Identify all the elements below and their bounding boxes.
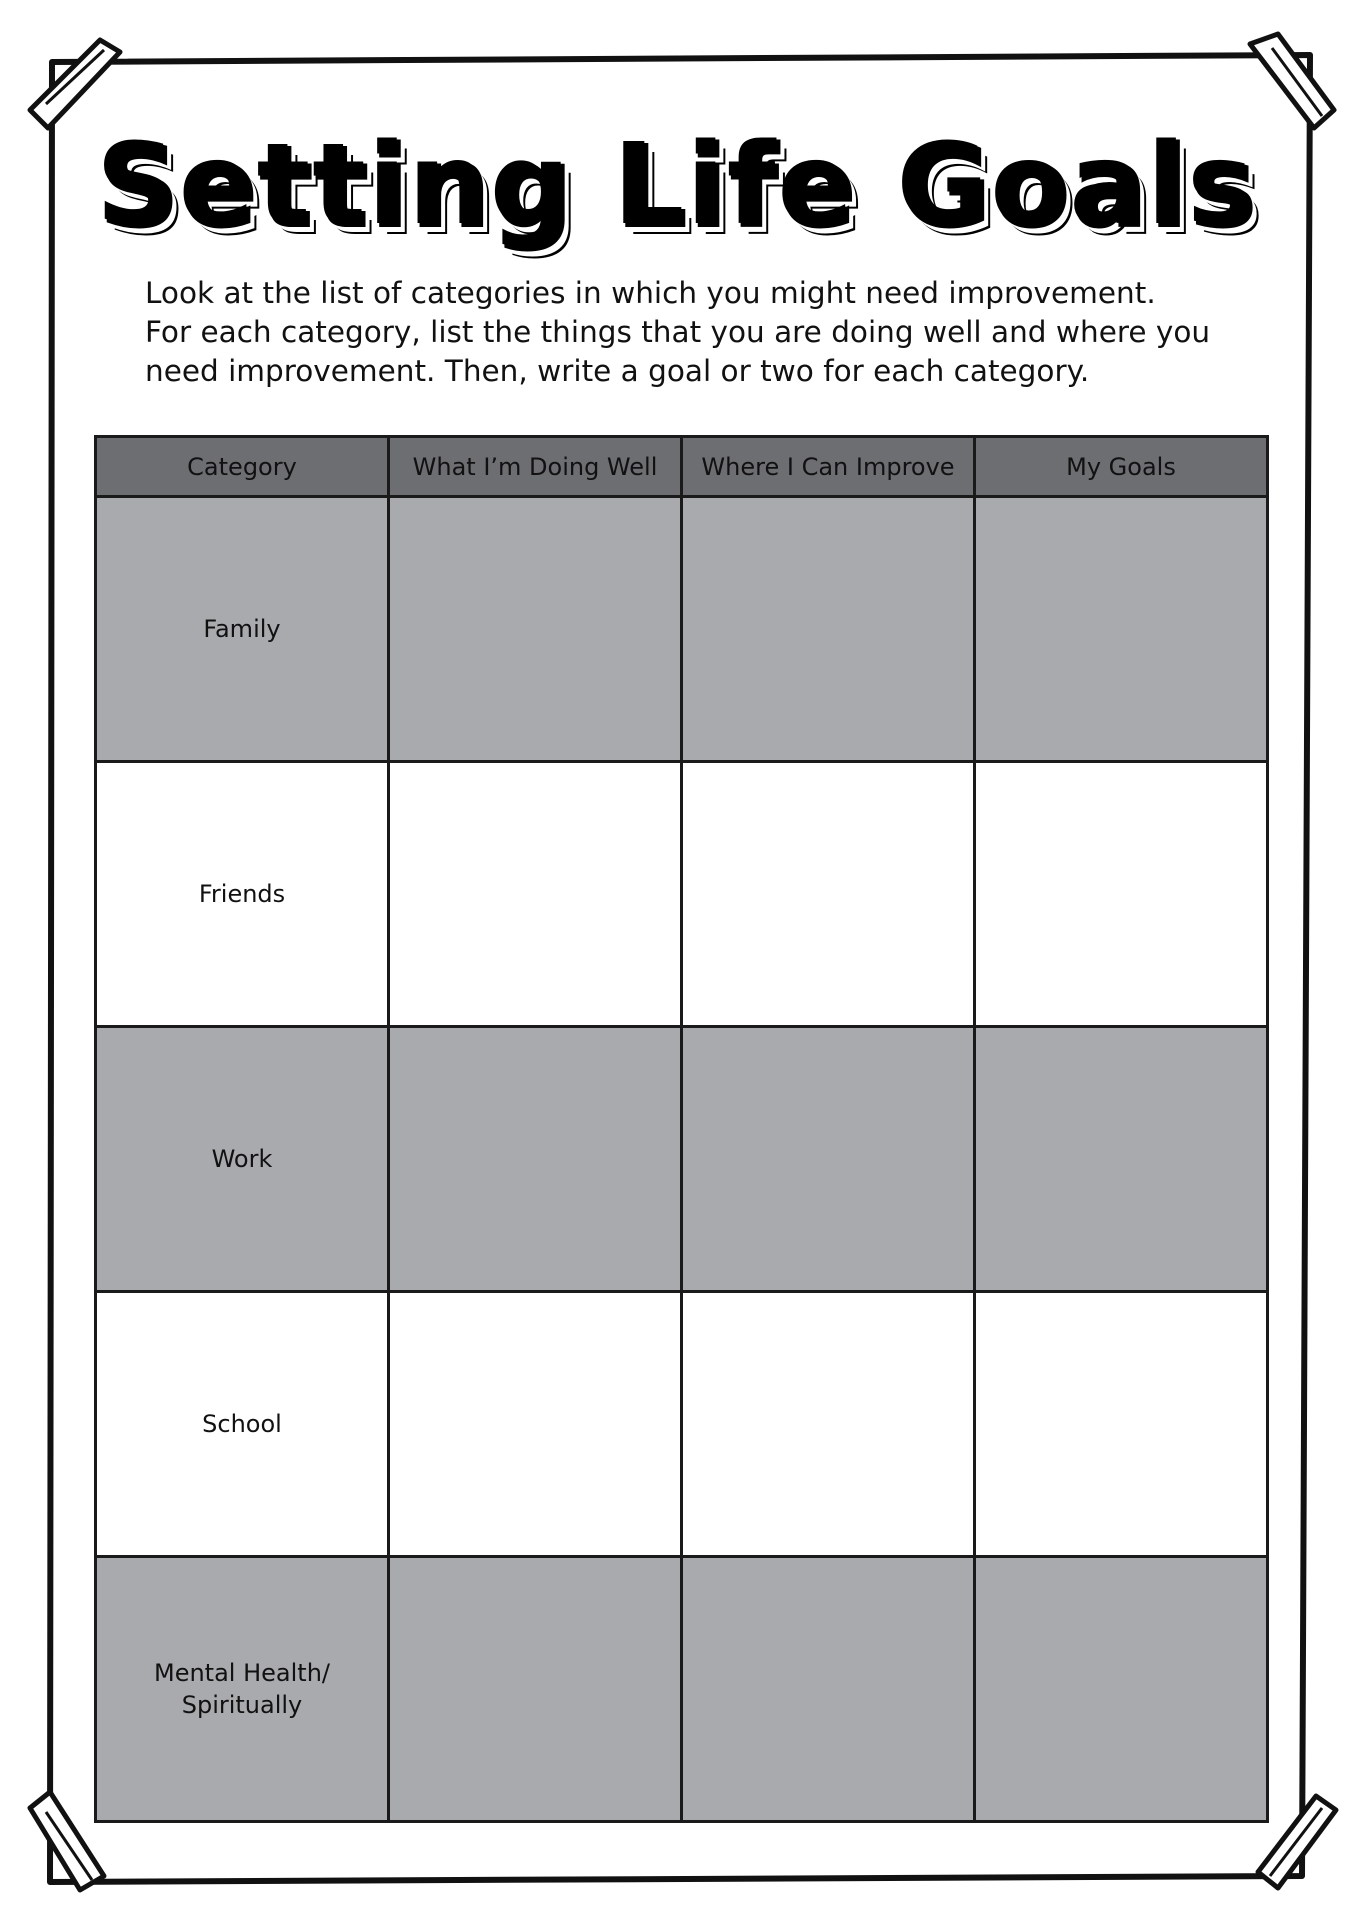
category-label: School xyxy=(202,1410,282,1438)
table-header-row xyxy=(96,437,1268,497)
corner-clip-top-right-icon xyxy=(1250,34,1334,128)
table-row-family xyxy=(96,497,1268,762)
header-doing-well: What I’m Doing Well xyxy=(389,437,682,497)
category-cell xyxy=(96,762,389,1027)
category-cell xyxy=(96,1292,389,1557)
can-improve-cell[interactable] xyxy=(682,1557,975,1822)
table-row-school xyxy=(96,1292,1268,1557)
category-label: Work xyxy=(211,1145,273,1173)
instructions-line-1: Look at the list of categories in which you might need improvement. xyxy=(145,276,1156,310)
category-cell xyxy=(96,1027,389,1292)
instructions-line-3: need improvement. Then, write a goal or two for each category. xyxy=(145,354,1090,388)
table-row-work xyxy=(96,1027,1268,1292)
my-goals-cell[interactable] xyxy=(975,497,1268,762)
category-cell xyxy=(96,1557,389,1822)
header-can-improve: Where I Can Improve xyxy=(682,437,975,497)
page-title: Setting Life Goals xyxy=(99,123,1259,253)
my-goals-cell[interactable] xyxy=(975,762,1268,1027)
category-cell xyxy=(96,497,389,762)
table-row-friends xyxy=(96,762,1268,1027)
can-improve-cell[interactable] xyxy=(682,1027,975,1292)
category-label: Family xyxy=(203,615,281,643)
doing-well-cell[interactable] xyxy=(389,1557,682,1822)
table-row-mental-health xyxy=(96,1557,1268,1822)
header-my-goals: My Goals xyxy=(975,437,1268,497)
can-improve-cell[interactable] xyxy=(682,762,975,1027)
corner-clip-bottom-left-icon xyxy=(30,1792,104,1890)
doing-well-cell[interactable] xyxy=(389,1292,682,1557)
instructions-line-2: For each category, list the things that you are doing well and where you xyxy=(145,315,1211,349)
instructions-paragraph xyxy=(145,274,1245,391)
my-goals-cell[interactable] xyxy=(975,1292,1268,1557)
header-category: Category xyxy=(96,437,389,497)
category-label: Friends xyxy=(198,880,286,908)
corner-clip-top-left-icon xyxy=(30,40,120,128)
can-improve-cell[interactable] xyxy=(682,497,975,762)
my-goals-cell[interactable] xyxy=(975,1557,1268,1822)
my-goals-cell[interactable] xyxy=(975,1027,1268,1292)
goals-table xyxy=(94,435,1269,1823)
doing-well-cell[interactable] xyxy=(389,497,682,762)
category-label: Mental Health/ Spiritually xyxy=(154,1659,330,1719)
doing-well-cell[interactable] xyxy=(389,1027,682,1292)
doing-well-cell[interactable] xyxy=(389,762,682,1027)
can-improve-cell[interactable] xyxy=(682,1292,975,1557)
